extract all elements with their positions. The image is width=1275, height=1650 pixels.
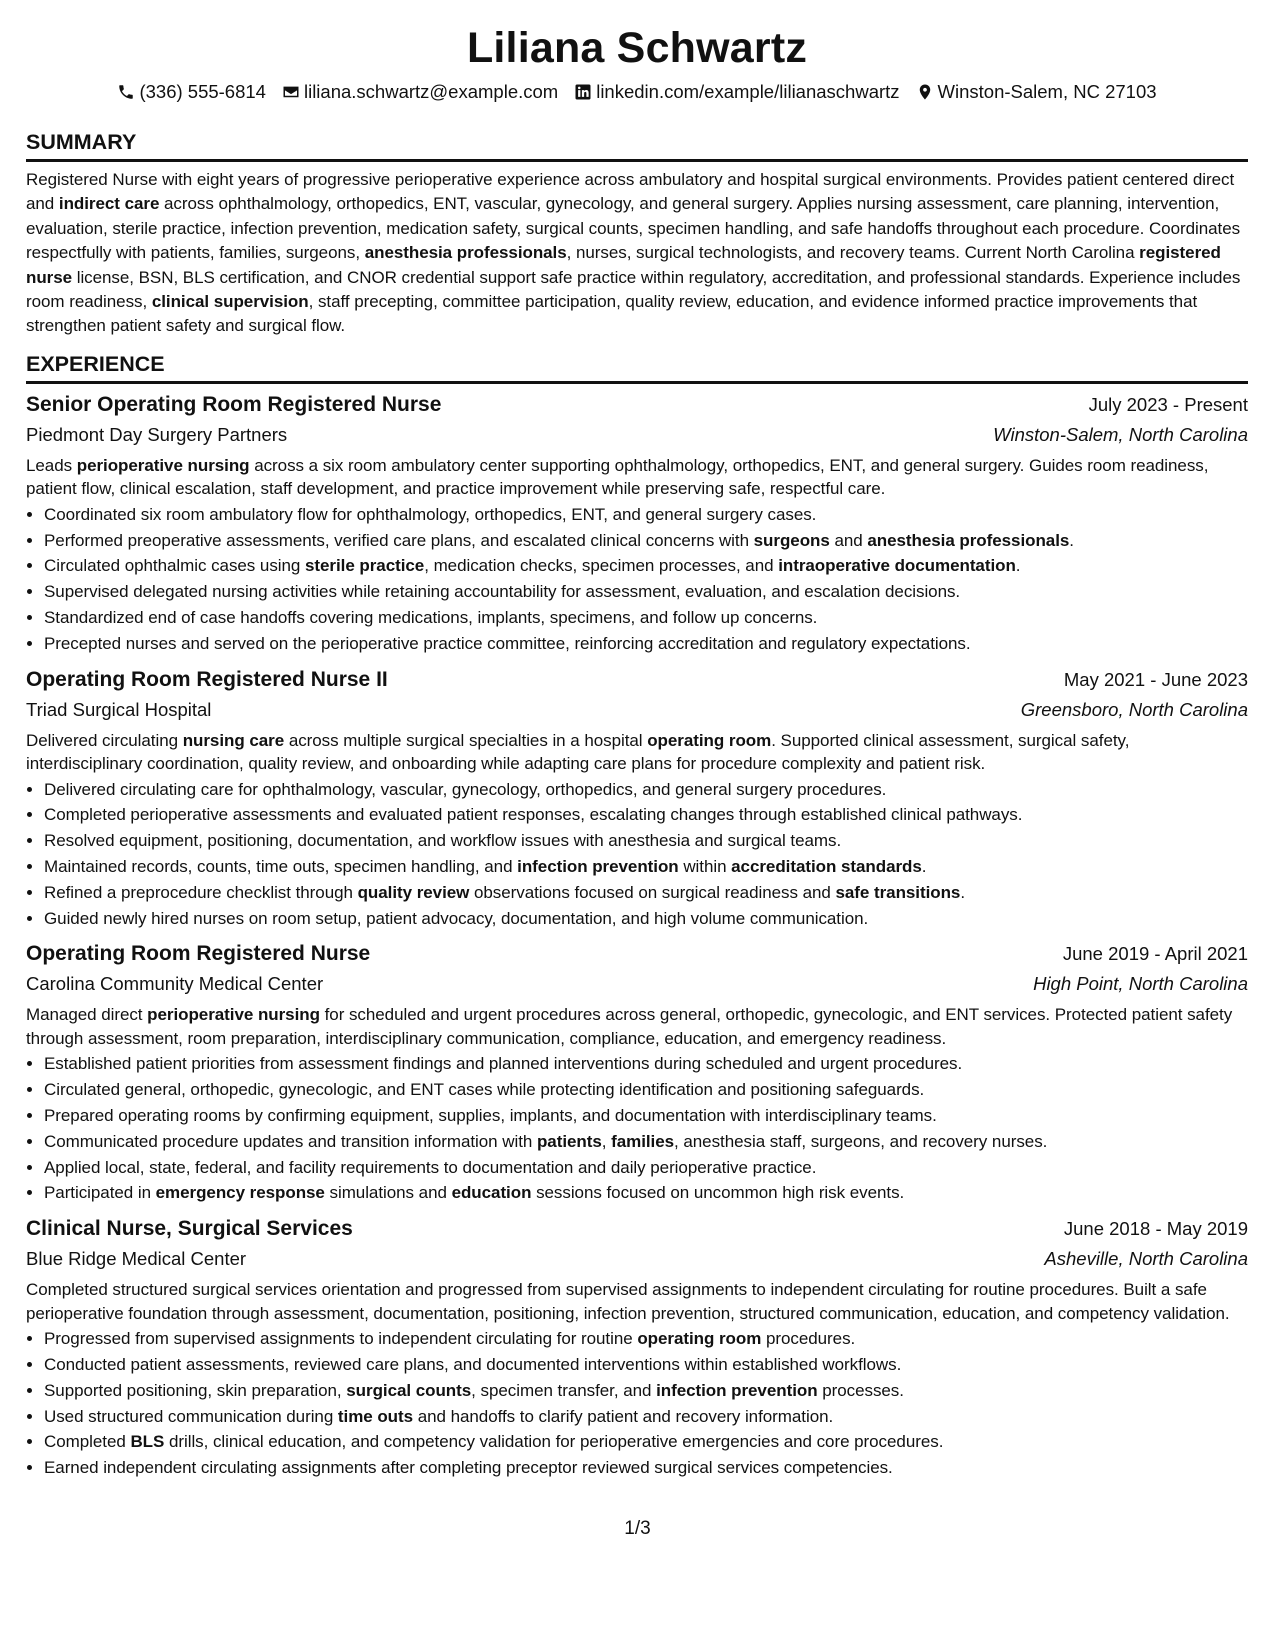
job-bullet: • Communicated procedure updates and transition information with patients, families, anesthesia staff, surgeons, and recovery nurses. bbox=[44, 1129, 1248, 1155]
emphasized-keyword: education bbox=[451, 1183, 532, 1203]
job-bullet: • Delivered circulating care for ophthalmology, vascular, gynecology, orthopedics, and general surgery procedures. bbox=[44, 777, 1248, 803]
emphasized-keyword: accreditation standards bbox=[731, 857, 922, 877]
job-entry bbox=[26, 939, 1248, 1206]
job-bullet: • Circulated ophthalmic cases using sterile practice, medication checks, specimen processes, and intraoperative documentation. bbox=[44, 553, 1248, 579]
job-location: High Point, North Carolina bbox=[1033, 973, 1248, 995]
job-bullets bbox=[26, 777, 1248, 932]
job-dates: June 2018 - May 2019 bbox=[1063, 1218, 1248, 1240]
emphasized-keyword: time outs bbox=[337, 1406, 414, 1426]
job-title: Clinical Nurse, Surgical Services bbox=[26, 1217, 353, 1241]
job-bullet: • Earned independent circulating assignments after completing preceptor reviewed surgical services competencies. bbox=[44, 1455, 1248, 1481]
email-text: liliana.schwartz@example.com bbox=[303, 81, 559, 102]
emphasized-keyword: BLS bbox=[130, 1432, 165, 1452]
job-dates: May 2021 - June 2023 bbox=[1063, 668, 1248, 690]
summary-heading: SUMMARY bbox=[26, 127, 1248, 162]
emphasized-keyword: perioperative nursing bbox=[147, 1005, 320, 1025]
emphasized-keyword: nursing care bbox=[182, 730, 285, 750]
job-organization: Blue Ridge Medical Center bbox=[26, 1248, 247, 1270]
emphasized-keyword: indirect care bbox=[58, 194, 160, 214]
emphasized-keyword: operating room bbox=[637, 1329, 762, 1349]
map-pin-icon bbox=[916, 83, 934, 101]
job-bullets bbox=[26, 1326, 1248, 1481]
job-title: Operating Room Registered Nurse bbox=[26, 942, 371, 966]
job-organization: Carolina Community Medical Center bbox=[26, 973, 324, 995]
linkedin-text: linkedin.com/example/lilianaschwartz bbox=[596, 81, 900, 102]
job-description: Delivered circulating nursing care across multiple surgical specialties in a hospital operating room. Supported clinical assessment, surgical safety, interdisciplinary coordination, quality review, and onboarding while adapting care plans for procedure complexity and patient risk. bbox=[26, 730, 1130, 774]
job-bullet: • Maintained records, counts, time outs, specimen handling, and infection prevention within accreditation standards. bbox=[44, 854, 1248, 880]
experience-heading: EXPERIENCE bbox=[26, 349, 1248, 384]
job-dates: June 2019 - April 2021 bbox=[1062, 943, 1248, 965]
job-dates: July 2023 - Present bbox=[1088, 393, 1248, 415]
job-bullet: • Used structured communication during time outs and handoffs to clarify patient and recovery information. bbox=[44, 1404, 1248, 1430]
emphasized-keyword: intraoperative documentation bbox=[778, 556, 1016, 576]
job-location: Asheville, North Carolina bbox=[1044, 1248, 1248, 1270]
job-bullet: • Applied local, state, federal, and facility requirements to documentation and daily perioperative practice. bbox=[44, 1155, 1248, 1181]
job-bullet: • Precepted nurses and served on the perioperative practice committee, reinforcing accreditation and regulatory expectations. bbox=[44, 631, 1248, 657]
job-bullets bbox=[26, 1051, 1248, 1206]
emphasized-keyword: anesthesia professionals bbox=[364, 243, 567, 263]
emphasized-keyword: registered nurse bbox=[26, 243, 1221, 287]
job-location: Winston-Salem, North Carolina bbox=[993, 423, 1248, 445]
contact-phone[interactable] bbox=[117, 79, 266, 105]
resume-page bbox=[26, 20, 1248, 1481]
job-bullet: • Progressed from supervised assignments to independent circulating for routine operating room procedures. bbox=[44, 1326, 1248, 1352]
candidate-name: Liliana Schwartz bbox=[466, 24, 808, 72]
job-bullet: • Conducted patient assessments, reviewed care plans, and documented interventions within established workflows. bbox=[44, 1352, 1248, 1378]
job-organization: Piedmont Day Surgery Partners bbox=[26, 423, 288, 445]
job-title: Operating Room Registered Nurse II bbox=[26, 667, 388, 691]
job-description: Completed structured surgical services orientation and progressed from supervised assignments to independent circulating for routine procedures. Built a safe perioperative foundation through assessment, documentation, positioning, infection prevention, structured communication, education, and competency validation. bbox=[26, 1280, 1230, 1323]
job-bullet: • Prepared operating rooms by confirming equipment, supplies, implants, and documentation with interdisciplinary teams. bbox=[44, 1103, 1248, 1129]
emphasized-keyword: families bbox=[611, 1131, 675, 1151]
envelope-icon bbox=[282, 83, 300, 101]
phone-icon bbox=[117, 83, 135, 101]
contact-linkedin[interactable] bbox=[574, 79, 899, 105]
job-entry bbox=[26, 665, 1248, 932]
job-bullet: • Circulated general, orthopedic, gynecologic, and ENT cases while protecting identification and positioning safeguards. bbox=[44, 1077, 1248, 1103]
emphasized-keyword: clinical supervision bbox=[151, 292, 309, 312]
emphasized-keyword: perioperative nursing bbox=[76, 455, 250, 475]
summary-text: Registered Nurse with eight years of progressive perioperative experience across ambulatory and hospital surgical environments. Provides patient centered direct and indirect care across ophthalmology, orthopedics, ENT, vascular, gynecology, and general surgery. Applies nursing assessment, care planning, intervention, evaluation, sterile practice, infection prevention, medication safety, surgical counts, specimen handling, and safe handoffs throughout each procedure. Coordinates respectfully with patients, families, surgeons, anesthesia professionals, nurses, surgical technologists, and recovery teams. Current North Carolina registered nurse license, BSN, BLS certification, and CNOR credential support safe practice within regulatory, accreditation, and professional standards. Experience includes room readiness, clinical supervision, staff precepting, committee participation, quality review, education, and evidence informed practice improvements that strengthen patient safety and surgical flow. bbox=[26, 170, 1241, 336]
emphasized-keyword: safe transitions bbox=[835, 882, 961, 902]
job-location: Greensboro, North Carolina bbox=[1020, 698, 1248, 720]
job-bullet: • Coordinated six room ambulatory flow for ophthalmology, orthopedics, ENT, and general surgery cases. bbox=[44, 502, 1248, 528]
phone-text: (336) 555-6814 bbox=[139, 81, 266, 102]
job-bullet: • Established patient priorities from assessment findings and planned interventions during scheduled and urgent procedures. bbox=[44, 1051, 1248, 1077]
page-indicator: 1/3 bbox=[624, 1518, 651, 1539]
emphasized-keyword: emergency response bbox=[155, 1183, 325, 1203]
emphasized-keyword: operating room bbox=[647, 730, 772, 750]
location-text: Winston-Salem, NC 27103 bbox=[937, 81, 1157, 102]
emphasized-keyword: infection prevention bbox=[517, 857, 679, 877]
job-bullet: • Completed perioperative assessments and evaluated patient responses, escalating changes through established clinical pathways. bbox=[44, 802, 1248, 828]
job-description: Managed direct perioperative nursing for scheduled and urgent procedures across general, orthopedic, gynecologic, and ENT services. Protected patient safety through assessment, room preparation, interdisciplinary communication, compliance, education, and emergency readiness. bbox=[26, 1005, 1233, 1048]
job-bullet: • Supported positioning, skin preparation, surgical counts, specimen transfer, and infection prevention processes. bbox=[44, 1378, 1248, 1404]
job-bullet: • Refined a preprocedure checklist through quality review observations focused on surgical readiness and safe transitions. bbox=[44, 880, 1248, 906]
emphasized-keyword: quality review bbox=[357, 882, 470, 902]
job-description: Leads perioperative nursing across a six room ambulatory center supporting ophthalmology, orthopedics, ENT, and general surgery. Guides room readiness, patient flow, clinical escalation, staff development, and practice improvement while preserving safe, respectful care. bbox=[26, 455, 1209, 499]
contact-bar bbox=[26, 79, 1248, 105]
job-bullets bbox=[26, 502, 1248, 657]
job-organization: Triad Surgical Hospital bbox=[26, 698, 212, 720]
emphasized-keyword: infection prevention bbox=[656, 1380, 818, 1400]
job-bullet: • Resolved equipment, positioning, documentation, and workflow issues with anesthesia and surgical teams. bbox=[44, 828, 1248, 854]
job-bullet: • Standardized end of case handoffs covering medications, implants, specimens, and follow up concerns. bbox=[44, 605, 1248, 631]
emphasized-keyword: surgical counts bbox=[346, 1380, 472, 1400]
job-bullet: • Supervised delegated nursing activities while retaining accountability for assessment, evaluation, and escalation decisions. bbox=[44, 579, 1248, 605]
job-bullet: • Participated in emergency response simulations and education sessions focused on uncommon high risk events. bbox=[44, 1180, 1248, 1206]
job-entry bbox=[26, 1214, 1248, 1481]
job-bullet: • Guided newly hired nurses on room setup, patient advocacy, documentation, and high volume communication. bbox=[44, 906, 1248, 932]
emphasized-keyword: patients bbox=[536, 1131, 602, 1151]
emphasized-keyword: surgeons bbox=[753, 530, 830, 550]
job-title: Senior Operating Room Registered Nurse bbox=[26, 392, 442, 416]
contact-location bbox=[916, 79, 1157, 105]
job-entry bbox=[26, 390, 1248, 657]
job-bullet: • Performed preoperative assessments, verified care plans, and escalated clinical concerns with surgeons and anesthesia professionals. bbox=[44, 528, 1248, 554]
emphasized-keyword: anesthesia professionals bbox=[867, 530, 1070, 550]
job-bullet: • Completed BLS drills, clinical education, and competency validation for perioperative emergencies and core procedures. bbox=[44, 1429, 1248, 1455]
experience-list bbox=[26, 390, 1248, 1481]
contact-email[interactable] bbox=[282, 79, 558, 105]
linkedin-icon bbox=[574, 83, 592, 101]
emphasized-keyword: sterile practice bbox=[305, 556, 425, 576]
